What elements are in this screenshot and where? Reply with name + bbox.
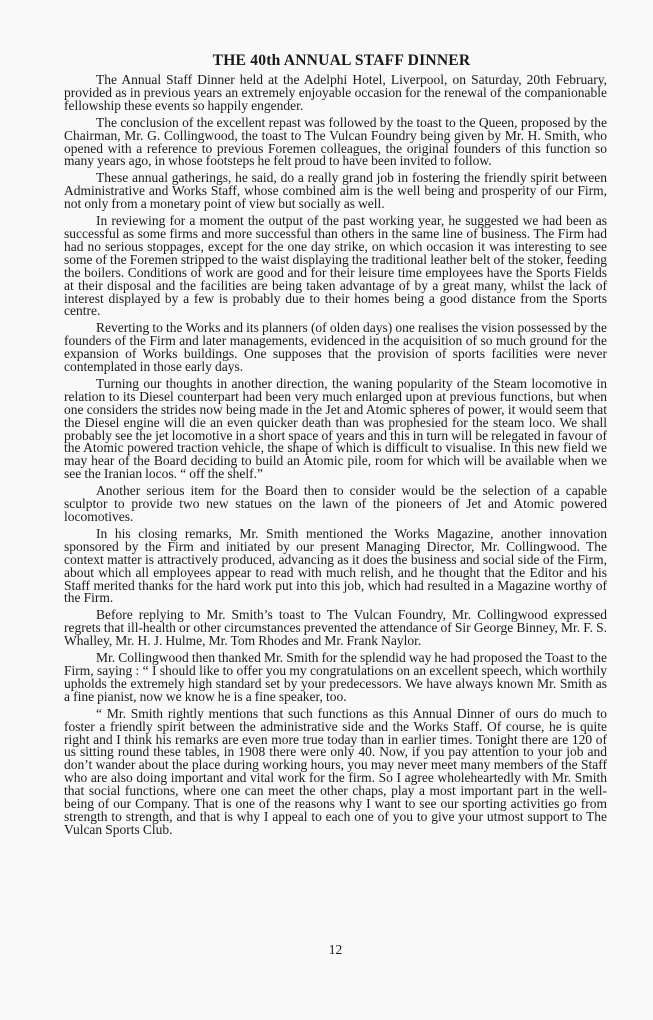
paragraph-gatherings: These annual gatherings, he said, do a really grand job in fostering the friendly spirit between Administrative and Works Staff, whose combined aim is the well being and prosperity of our Firm, not only from a monetary point of view but socially as well. [64, 170, 607, 212]
paragraph-thanks: Mr. Collingwood then thanked Mr. Smith for the splendid way he had proposed the Toast to the Firm, saying : “ I should like to offer you my congratulations on an excellent speech, which worthily upholds the extremely high standard set by your predecessors. We have always known Mr. Smith as a fine pianist, now we know he is a fine speaker, too. [64, 650, 607, 704]
paragraph-opening: The Annual Staff Dinner held at the Adelphi Hotel, Liverpool, on Saturday, 20th February, provided as in previous years an extremely enjoyable occasion for the renewal of the companionable fellowship these events so happily engender. [64, 72, 607, 113]
paragraph-toasts: The conclusion of the excellent repast was followed by the toast to the Queen, proposed by the Chairman, Mr. G. Collingwood, the toast to The Vulcan Foundry being given by Mr. H. Smith, who opened with a reference to previous Foremen colleagues, the original founders of this function so many years ago, in whose footsteps he felt proud to have been invited to follow. [64, 114, 607, 169]
paragraph-steam-diesel: Turning our thoughts in another direction, the waning popularity of the Steam locomotive in relation to its Diesel counterpart had been very much enlarged upon at previous functions, but when one considers the strides now being made in the Jet and Atomic spheres of power, it would seem that the Diesel engine will die an even quicker death than was prophesied for the steam loco. We shall probably see the jet locomotive in a short space of years and this in turn will be relegated in favour of the Atomic powered traction vehicle, the shape of which is difficult to visualise. In this new field we may hear of the Board deciding to build an Atomic pile, room for which will be available when we see the Iranian locos. “ off the shelf.” [64, 375, 607, 482]
article-title: THE 40th ANNUAL STAFF DINNER [212, 52, 471, 69]
page-number: 12 [328, 942, 343, 957]
paragraph-speech-quote: “ Mr. Smith rightly mentions that such functions as this Annual Dinner of ours do much to foster a friendly spirit between the administrative side and the Works Staff. Of course, he is quite right and I think his remarks are even more true today than in earlier times. Tonight there are 120 of us sitting round these tables, in 1908 there were only 40. Now, if you pay attention to your job and don’t wander about the place during working hours, you may never meet many members of the Staff who are also doing important and vital work for the firm. So I agree wholeheartedly with Mr. Smith that social functions, where one can meet the other chaps, play a most important part in the well-being of our Company. That is one of the reasons why I want to see our sporting activities go from strength to strength, and that is why I appeal to each one of you to give your utmost support to The Vulcan Sports Club. [64, 705, 607, 837]
paragraph-sculptor: Another serious item for the Board then to consider would be the selection of a capable sculptor to provide two new statues on the lawn of the pioneers of Jet and Atomic powered locomotives. [64, 483, 607, 524]
paragraph-works-magazine: In his closing remarks, Mr. Smith mentioned the Works Magazine, another innovation sponsored by the Firm and initiated by our present Managing Director, Mr. Collingwood. The context matter is attractively produced, advancing as it does the business and social side of the Firm, about which all employees appear to read with much relish, and he thought that the Editor and his Staff merited thanks for the hard work put into this job, which had resulted in a Magazine worthy of the Firm. [64, 525, 607, 606]
paragraph-planners: Reverting to the Works and its planners (of olden days) one realises the vision possessed by the founders of the Firm and later managements, evidenced in the acquisition of so much ground for the expansion of Works buildings. One supposes that the provision of sports facilities were never contemplated in those early days. [64, 320, 607, 375]
paragraph-regrets: Before replying to Mr. Smith’s toast to The Vulcan Foundry, Mr. Collingwood expressed regrets that ill-health or other circumstances prevented the attendance of Sir George Binney, Mr. F. S. Whalley, Mr. H. J. Hulme, Mr. Tom Rhodes and Mr. Frank Naylor. [64, 607, 607, 649]
paragraph-working-year: In reviewing for a moment the output of the past working year, he suggested we had been as successful as some firms and more successful than others in the same line of business. The Firm had had no serious stoppages, except for the one day strike, on which occasion it was interesting to see some of the Foremen stripped to the waist displaying the traditional leather belt of the stoker, feeding the boilers. Conditions of work are good and for their leisure time employees have the Sports Fields at their disposal and the facilities are being taken advantage of by a great many, whilst the lack of interest displayed by a few is probably due to their homes being a good distance from the Sports centre. [64, 213, 607, 319]
